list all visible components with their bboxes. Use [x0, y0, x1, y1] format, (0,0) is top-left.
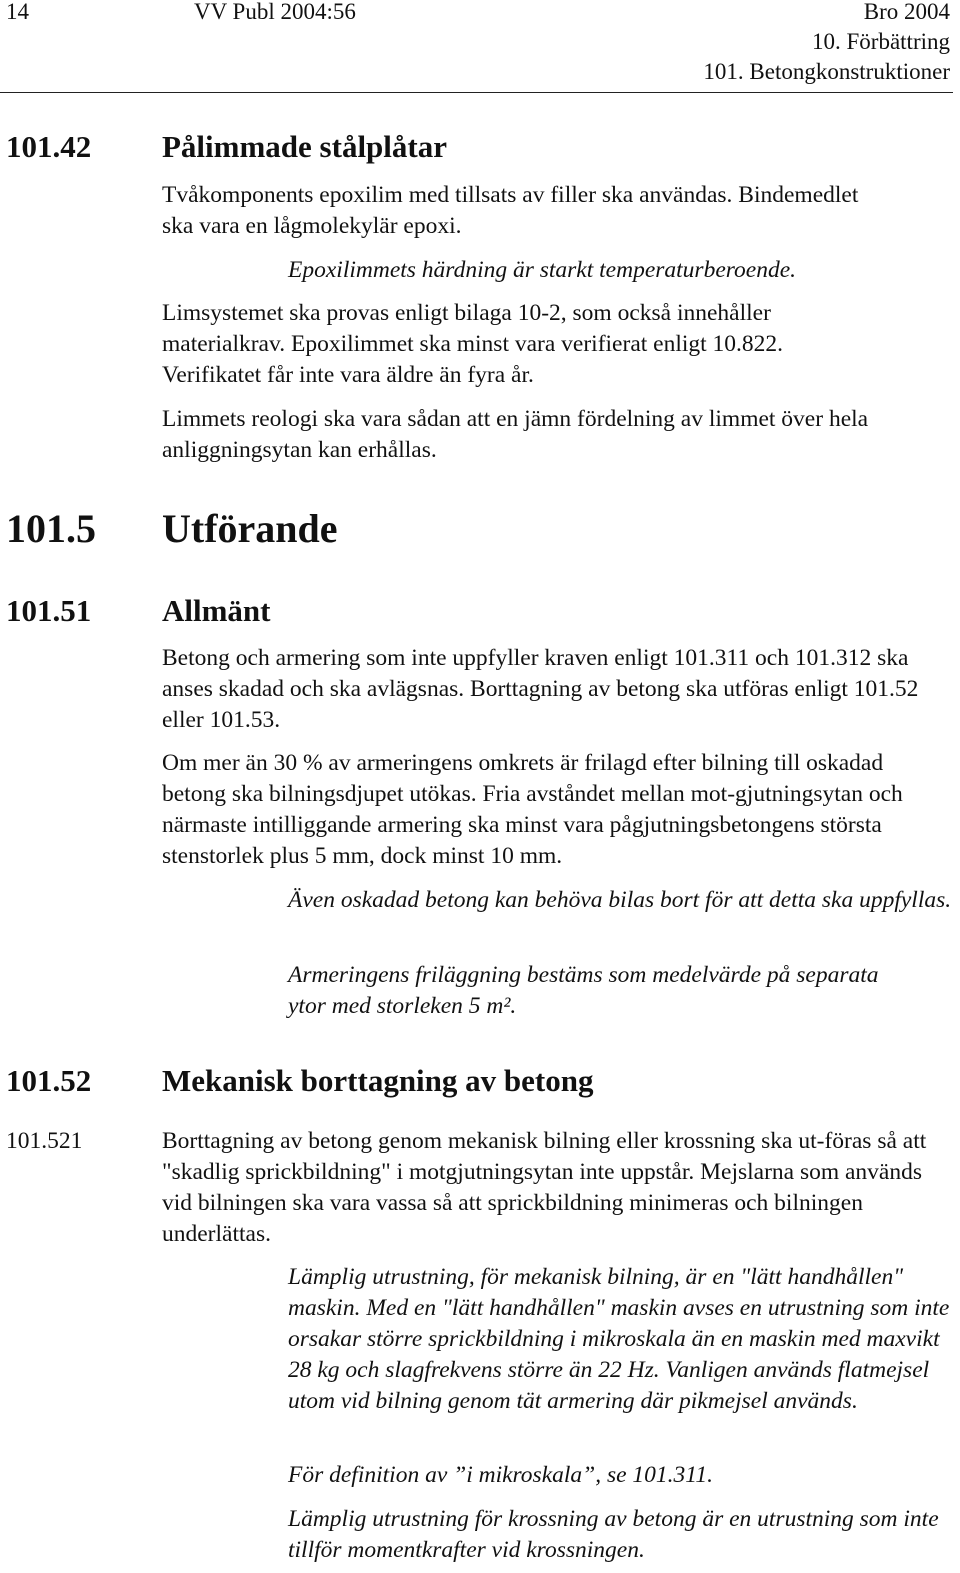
section-number-101-51: 101.51	[6, 593, 92, 628]
note-exposure-measurement: Armeringens friläggning bestäms som medelvärde på separata ytor med storleken 5 m².	[288, 962, 879, 1019]
section-label: 101. Betongkonstruktioner	[703, 59, 950, 84]
header-divider	[0, 92, 953, 93]
paragraph-damaged-concrete: Betong och armering som inte uppfyller kraven enligt 101.311 och 101.312 ska anses skadad och ska avlägsnas. Borttagning av betong ska utföras enligt 101.52 eller 101.53.	[162, 645, 919, 733]
section-number-101-5: 101.5	[6, 506, 96, 551]
publication-id: VV Publ 2004:56	[194, 0, 356, 24]
paragraph-adhesive-rheology: Limmets reologi ska vara sådan att en jämn fördelning av limmet över hela anliggningsytan kan erhållas.	[162, 406, 869, 463]
section-title-101-42: Pålimmade stålplåtar	[162, 129, 447, 164]
paragraph-reinforcement-exposure: Om mer än 30 % av armeringens omkrets är frilagd efter bilning till oskadad betong ska bilningsdjupet utökas. Fria avståndet mellan mot-gjutningsytan och närmaste intilliggande armering ska minst vara pågjutningsbetongens största stenstorlek plus 5 mm, dock minst 10 mm.	[162, 750, 903, 869]
note-undamaged-concrete: Även oskadad betong kan behöva bilas bort för att detta ska uppfyllas.	[288, 887, 952, 913]
paragraph-epoxy-requirement: Tvåkomponents epoxilim med tillsats av filler ska användas. Bindemedlet ska vara en lågmolekylär epoxi.	[162, 182, 859, 239]
chapter-label: 10. Förbättring	[812, 29, 950, 54]
note-epoxy-curing: Epoxilimmets härdning är starkt temperaturberoende.	[288, 257, 797, 283]
paragraph-mechanical-removal: Borttagning av betong genom mekanisk bilning eller krossning ska ut-föras så att "skadlig sprickbildning" i motgjutningsytan inte uppstår. Mejslarna som används vid bilningen ska vara vassa så att sprickbildning minimeras och bilningen underlättas.	[162, 1128, 927, 1247]
section-title-101-51: Allmänt	[162, 593, 271, 628]
section-title-101-52: Mekanisk borttagning av betong	[162, 1063, 594, 1098]
note-microscale-definition: För definition av ”i mikroskala”, se 101.311.	[288, 1462, 713, 1488]
section-number-101-52: 101.52	[6, 1063, 92, 1098]
note-crushing-equipment: Lämplig utrustning för krossning av betong är en utrustning som inte tillför momentkrafter vid krossningen.	[288, 1506, 939, 1563]
section-number-101-521: 101.521	[6, 1128, 83, 1154]
section-number-101-42: 101.42	[6, 129, 92, 164]
page-number: 14	[6, 0, 29, 24]
note-suitable-equipment: Lämplig utrustning, för mekanisk bilning, är en "lätt handhållen" maskin. Med en "lätt handhållen" maskin avses en utrustning som inte orsakar större sprickbildning i mikroskala än en maskin med maxvikt 28 kg och slagfrekvens större än 22 Hz. Vanligen används flatmejsel utom vid bilning genom tät armering där pikmejsel används.	[288, 1264, 950, 1414]
section-title-101-5: Utförande	[162, 506, 338, 551]
document-title: Bro 2004	[863, 0, 950, 24]
paragraph-adhesive-testing: Limsystemet ska provas enligt bilaga 10-2, som också innehåller materialkrav. Epoxilimmet ska minst vara verifierat enligt 10.822. Verifikatet får inte vara äldre än fyra år.	[162, 300, 784, 388]
